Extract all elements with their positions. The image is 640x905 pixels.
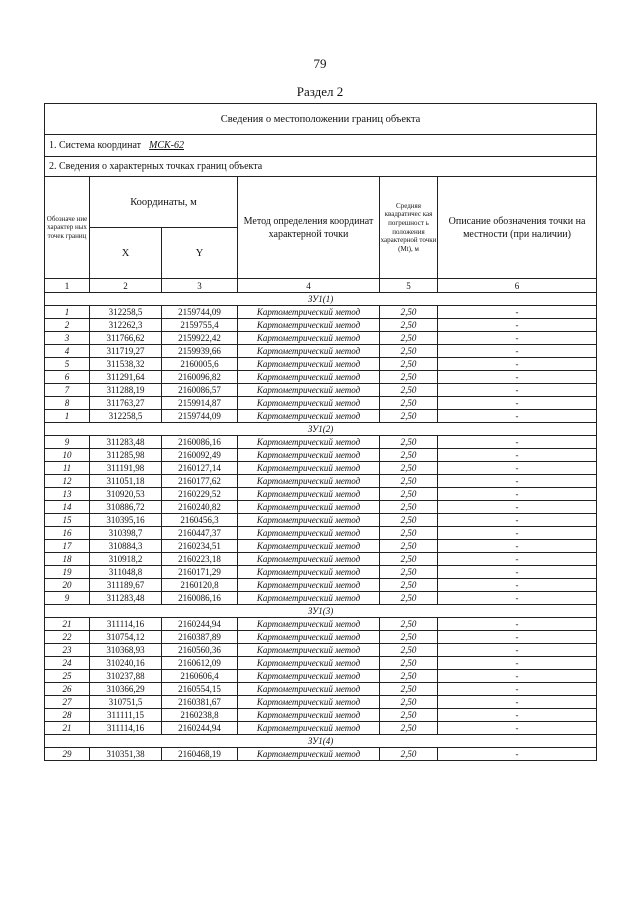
group-header-row [45,423,597,436]
mean-error-cell: 2,50 [380,397,438,410]
header-coordinates: Координаты, м [90,177,238,228]
description-cell: - [438,709,597,722]
point-id-cell: 28 [45,709,90,722]
table-row [45,449,597,462]
point-id-cell: 12 [45,475,90,488]
method-cell: Картометрический метод [238,358,380,371]
point-id-cell: 29 [45,748,90,761]
x-coord-cell: 310366,29 [90,683,162,696]
x-coord-cell: 311763,27 [90,397,162,410]
method-cell: Картометрический метод [238,397,380,410]
table-row [45,488,597,501]
description-cell: - [438,644,597,657]
group-name: ЗУ1(3) [45,605,597,618]
table-row [45,566,597,579]
column-number-row [45,279,597,293]
description-cell: - [438,579,597,592]
y-coord-cell: 2160606,4 [162,670,238,683]
group-name: ЗУ1(4) [45,735,597,748]
mean-error-cell: 2,50 [380,319,438,332]
page-number: 79 [313,56,327,71]
point-id-cell: 14 [45,501,90,514]
col-number: 2 [90,279,162,293]
group-header-row [45,605,597,618]
method-cell: Картометрический метод [238,345,380,358]
table-row [45,540,597,553]
header-x: X [90,228,162,279]
x-coord-cell: 310886,72 [90,501,162,514]
x-coord-cell: 311114,16 [90,722,162,735]
description-cell: - [438,306,597,319]
table-row [45,384,597,397]
point-id-cell: 13 [45,488,90,501]
mean-error-cell: 2,50 [380,709,438,722]
y-coord-cell: 2160092,49 [162,449,238,462]
description-cell: - [438,358,597,371]
table-row [45,410,597,423]
mean-error-cell: 2,50 [380,540,438,553]
point-id-cell: 24 [45,657,90,670]
table-row [45,579,597,592]
mean-error-cell: 2,50 [380,696,438,709]
y-coord-cell: 2160177,62 [162,475,238,488]
method-cell: Картометрический метод [238,332,380,345]
y-coord-cell: 2160120,8 [162,579,238,592]
point-id-cell: 16 [45,527,90,540]
x-coord-cell: 310240,16 [90,657,162,670]
x-coord-cell: 311051,18 [90,475,162,488]
description-cell: - [438,566,597,579]
method-cell: Картометрический метод [238,631,380,644]
group-header-row [45,735,597,748]
header-description: Описание обозначения точки на местности (при наличии) [438,177,597,279]
mean-error-cell: 2,50 [380,618,438,631]
description-cell: - [438,657,597,670]
point-id-cell: 21 [45,618,90,631]
point-id-cell: 25 [45,670,90,683]
method-cell: Картометрический метод [238,722,380,735]
point-id-cell: 4 [45,345,90,358]
group-name: ЗУ1(2) [45,423,597,436]
y-coord-cell: 2160086,16 [162,592,238,605]
y-coord-cell: 2160447,37 [162,527,238,540]
description-cell: - [438,670,597,683]
mean-error-cell: 2,50 [380,592,438,605]
section-title: Раздел 2 [296,84,344,99]
table-title: Сведения о местоположении границ объекта [45,104,597,135]
table-row [45,722,597,735]
table-row [45,332,597,345]
point-id-cell: 1 [45,306,90,319]
mean-error-cell: 2,50 [380,371,438,384]
x-coord-cell: 311285,98 [90,449,162,462]
y-coord-cell: 2160554,15 [162,683,238,696]
mean-error-cell: 2,50 [380,722,438,735]
method-cell: Картометрический метод [238,514,380,527]
y-coord-cell: 2160240,82 [162,501,238,514]
table-row [45,397,597,410]
x-coord-cell: 311283,48 [90,592,162,605]
method-cell: Картометрический метод [238,592,380,605]
coord-system-row [45,135,597,157]
y-coord-cell: 2159939,66 [162,345,238,358]
point-id-cell: 27 [45,696,90,709]
y-coord-cell: 2160229,52 [162,488,238,501]
table-row [45,592,597,605]
point-id-cell: 21 [45,722,90,735]
y-coord-cell: 2159744,09 [162,306,238,319]
table-row [45,657,597,670]
y-coord-cell: 2160234,51 [162,540,238,553]
description-cell: - [438,722,597,735]
description-cell: - [438,540,597,553]
mean-error-cell: 2,50 [380,488,438,501]
method-cell: Картометрический метод [238,488,380,501]
point-id-cell: 23 [45,644,90,657]
x-coord-cell: 311288,19 [90,384,162,397]
method-cell: Картометрический метод [238,527,380,540]
method-cell: Картометрический метод [238,748,380,761]
description-cell: - [438,345,597,358]
y-coord-cell: 2160086,16 [162,436,238,449]
y-coord-cell: 2160223,18 [162,553,238,566]
description-cell: - [438,475,597,488]
x-coord-cell: 312258,5 [90,410,162,423]
description-cell: - [438,631,597,644]
method-cell: Картометрический метод [238,657,380,670]
boundary-points-table [44,103,597,761]
x-coord-cell: 310351,38 [90,748,162,761]
point-id-cell: 26 [45,683,90,696]
table-row [45,358,597,371]
description-cell: - [438,514,597,527]
table-row [45,475,597,488]
x-coord-cell: 311111,15 [90,709,162,722]
y-coord-cell: 2160612,09 [162,657,238,670]
x-coord-cell: 311048,8 [90,566,162,579]
table-row [45,319,597,332]
header-y: Y [162,228,238,279]
point-id-cell: 19 [45,566,90,579]
x-coord-cell: 310395,16 [90,514,162,527]
table-row [45,371,597,384]
table-row [45,436,597,449]
method-cell: Картометрический метод [238,579,380,592]
col-number: 5 [380,279,438,293]
method-cell: Картометрический метод [238,475,380,488]
point-id-cell: 9 [45,436,90,449]
y-coord-cell: 2160560,36 [162,644,238,657]
point-id-cell: 10 [45,449,90,462]
mean-error-cell: 2,50 [380,748,438,761]
header-mean-error: Средняя квадратичес кая погрешност ь положения характерной точки (Mt), м [380,177,438,279]
x-coord-cell: 311538,32 [90,358,162,371]
x-coord-cell: 311766,62 [90,332,162,345]
y-coord-cell: 2160468,19 [162,748,238,761]
col-number: 3 [162,279,238,293]
method-cell: Картометрический метод [238,384,380,397]
x-coord-cell: 310368,93 [90,644,162,657]
point-id-cell: 9 [45,592,90,605]
mean-error-cell: 2,50 [380,579,438,592]
point-id-cell: 11 [45,462,90,475]
description-cell: - [438,332,597,345]
description-cell: - [438,319,597,332]
method-cell: Картометрический метод [238,462,380,475]
method-cell: Картометрический метод [238,371,380,384]
table-row [45,527,597,540]
description-cell: - [438,696,597,709]
x-coord-cell: 311114,16 [90,618,162,631]
description-cell: - [438,449,597,462]
mean-error-cell: 2,50 [380,462,438,475]
table-row [45,631,597,644]
method-cell: Картометрический метод [238,501,380,514]
method-cell: Картометрический метод [238,709,380,722]
point-id-cell: 20 [45,579,90,592]
description-cell: - [438,527,597,540]
point-id-cell: 2 [45,319,90,332]
method-cell: Картометрический метод [238,696,380,709]
x-coord-cell: 311283,48 [90,436,162,449]
description-cell: - [438,553,597,566]
mean-error-cell: 2,50 [380,644,438,657]
point-id-cell: 15 [45,514,90,527]
x-coord-cell: 311189,67 [90,579,162,592]
method-cell: Картометрический метод [238,306,380,319]
y-coord-cell: 2160127,14 [162,462,238,475]
x-coord-cell: 310920,53 [90,488,162,501]
description-cell: - [438,618,597,631]
table-row [45,306,597,319]
table-row [45,696,597,709]
table-row [45,553,597,566]
y-coord-cell: 2160171,29 [162,566,238,579]
mean-error-cell: 2,50 [380,306,438,319]
description-cell: - [438,501,597,514]
point-id-cell: 17 [45,540,90,553]
method-cell: Картометрический метод [238,540,380,553]
description-cell: - [438,384,597,397]
table-row [45,709,597,722]
mean-error-cell: 2,50 [380,449,438,462]
x-coord-cell: 311719,27 [90,345,162,358]
table-row [45,345,597,358]
table-row [45,683,597,696]
x-coord-cell: 312262,3 [90,319,162,332]
point-id-cell: 22 [45,631,90,644]
point-id-cell: 1 [45,410,90,423]
y-coord-cell: 2160456,3 [162,514,238,527]
y-coord-cell: 2160086,57 [162,384,238,397]
x-coord-cell: 310751,5 [90,696,162,709]
y-coord-cell: 2159914,87 [162,397,238,410]
y-coord-cell: 2160096,82 [162,371,238,384]
description-cell: - [438,371,597,384]
description-cell: - [438,462,597,475]
description-cell: - [438,592,597,605]
col-number: 6 [438,279,597,293]
mean-error-cell: 2,50 [380,527,438,540]
y-coord-cell: 2160244,94 [162,722,238,735]
method-cell: Картометрический метод [238,319,380,332]
y-coord-cell: 2159755,4 [162,319,238,332]
method-cell: Картометрический метод [238,410,380,423]
y-coord-cell: 2159922,42 [162,332,238,345]
y-coord-cell: 2159744,09 [162,410,238,423]
method-cell: Картометрический метод [238,644,380,657]
mean-error-cell: 2,50 [380,670,438,683]
mean-error-cell: 2,50 [380,631,438,644]
mean-error-cell: 2,50 [380,345,438,358]
table-row [45,644,597,657]
group-header-row [45,293,597,306]
method-cell: Картометрический метод [238,683,380,696]
mean-error-cell: 2,50 [380,332,438,345]
mean-error-cell: 2,50 [380,501,438,514]
mean-error-cell: 2,50 [380,436,438,449]
x-coord-cell: 310918,2 [90,553,162,566]
method-cell: Картометрический метод [238,553,380,566]
x-coord-cell: 310884,3 [90,540,162,553]
point-id-cell: 6 [45,371,90,384]
mean-error-cell: 2,50 [380,410,438,423]
description-cell: - [438,397,597,410]
method-cell: Картометрический метод [238,449,380,462]
description-cell: - [438,488,597,501]
x-coord-cell: 310237,88 [90,670,162,683]
table-row [45,748,597,761]
description-cell: - [438,748,597,761]
point-id-cell: 18 [45,553,90,566]
header-method: Метод определения координат характерной точки [238,177,380,279]
x-coord-cell: 311291,64 [90,371,162,384]
description-cell: - [438,683,597,696]
col-number: 4 [238,279,380,293]
table-row [45,514,597,527]
x-coord-cell: 310398,7 [90,527,162,540]
mean-error-cell: 2,50 [380,384,438,397]
mean-error-cell: 2,50 [380,514,438,527]
table-row [45,618,597,631]
y-coord-cell: 2160387,89 [162,631,238,644]
method-cell: Картометрический метод [238,670,380,683]
description-cell: - [438,410,597,423]
mean-error-cell: 2,50 [380,683,438,696]
y-coord-cell: 2160244,94 [162,618,238,631]
point-id-cell: 8 [45,397,90,410]
y-coord-cell: 2160238,8 [162,709,238,722]
x-coord-cell: 312258,5 [90,306,162,319]
points-section-label: 2. Сведения о характерных точках границ объекта [45,157,597,177]
mean-error-cell: 2,50 [380,553,438,566]
mean-error-cell: 2,50 [380,657,438,670]
point-id-cell: 5 [45,358,90,371]
method-cell: Картометрический метод [238,436,380,449]
y-coord-cell: 2160005,6 [162,358,238,371]
method-cell: Картометрический метод [238,618,380,631]
x-coord-cell: 310754,12 [90,631,162,644]
col-number: 1 [45,279,90,293]
method-cell: Картометрический метод [238,566,380,579]
table-row [45,670,597,683]
table-row [45,501,597,514]
description-cell: - [438,436,597,449]
header-point-designation: Обозначе ние характер ных точек границ [45,177,90,279]
mean-error-cell: 2,50 [380,475,438,488]
point-id-cell: 7 [45,384,90,397]
point-id-cell: 3 [45,332,90,345]
coord-system-label: 1. Система координат [49,140,142,151]
y-coord-cell: 2160381,67 [162,696,238,709]
table-row [45,462,597,475]
coord-system-value: МСК-62 [149,140,185,151]
mean-error-cell: 2,50 [380,566,438,579]
mean-error-cell: 2,50 [380,358,438,371]
group-name: ЗУ1(1) [45,293,597,306]
x-coord-cell: 311191,98 [90,462,162,475]
